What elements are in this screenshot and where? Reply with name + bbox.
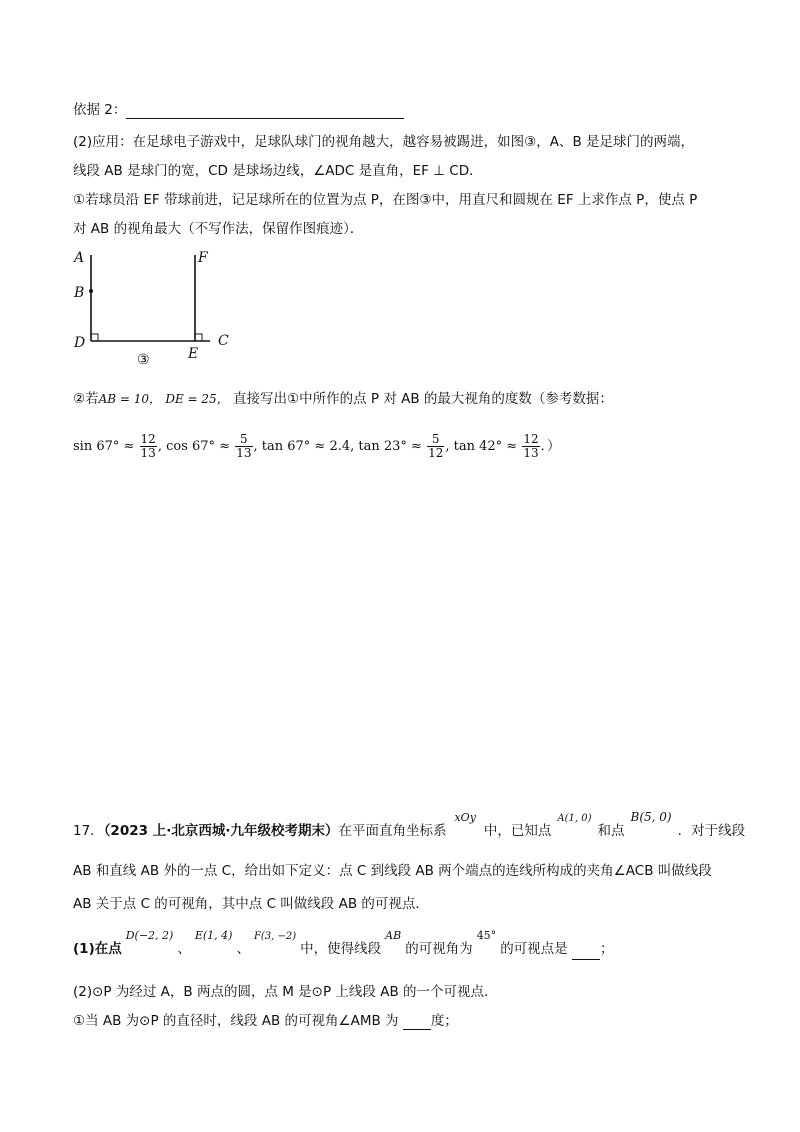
q17-part1-text-b: 中，使得线段: [300, 941, 382, 957]
point-B-dot: [89, 289, 93, 293]
q17-sep1: 、: [177, 941, 191, 957]
ref-sin67: sin 67° ≈: [73, 439, 135, 454]
frac-12-13-a: [140, 433, 157, 460]
figure-3-diagram: [68, 245, 248, 370]
frac3-num: 5: [427, 433, 444, 447]
q17-part1-text-a: (1)在点: [73, 941, 122, 957]
frac3-den: 12: [428, 446, 444, 460]
label-C: C: [218, 333, 229, 349]
q2-sub2-text-a: ②若: [73, 391, 99, 407]
q17-point-e: E(1, 4): [194, 929, 233, 942]
q17-part1-end: ；: [599, 941, 614, 957]
q17-point-d: D(−2, 2): [125, 929, 174, 942]
q17-part2-sub1-text-a: ①当 AB 为⊙P 的直径时，线段 AB 的可视角∠AMB 为: [73, 1013, 399, 1029]
right-angle-D: [91, 334, 98, 341]
right-angle-E: [195, 334, 202, 341]
frac-5-12: [427, 433, 444, 460]
q17-point-f: F(3, −2): [253, 931, 297, 942]
q17-part2-sub1-line: [73, 1012, 458, 1030]
q17-xoy: xOy: [454, 811, 476, 824]
q17-sep2: 、: [236, 941, 250, 957]
label-A: A: [74, 250, 85, 266]
label-D: D: [74, 335, 86, 351]
q17-text-4: ．对于线段: [677, 823, 746, 839]
label-B: B: [74, 285, 85, 301]
basis2-answer-blank[interactable]: [126, 104, 404, 119]
q2-sub1-line1: ①若球员沿 EF 带球前进，记足球所在的位置为点 P，在图③中，用直尺和圆规在 EF 上求作点 P，使点 P: [73, 192, 698, 208]
q17-line1: [73, 810, 746, 842]
q2-sub2-text-b: 直接写出①中所作的点 P 对 AB 的最大视角的度数（参考数据：: [233, 391, 613, 407]
q17-angle-45: 45°: [476, 929, 497, 942]
q2-sub2-line: [73, 390, 613, 408]
frac1-den: 13: [140, 446, 156, 460]
q17-text-2: 中，已知点: [483, 823, 552, 839]
basis2-label: 依据 2：: [73, 102, 127, 118]
q17-point-b: B(5, 0): [630, 810, 672, 824]
q17-part1-text-d: 的可视点是: [500, 941, 568, 957]
ref-tan42: , tan 42° ≈: [445, 439, 518, 454]
q17-text-3: 和点: [597, 823, 625, 839]
q2-sub1-line2: 对 AB 的视角最大（不写作法，保留作图痕迹）．: [73, 221, 364, 237]
q17-part2-sub1-text-b: 度；: [430, 1013, 458, 1029]
figure-caption: ③: [137, 352, 150, 368]
q17-line2: AB 和直线 AB 外的一点 C，给出如下定义：点 C 到线段 AB 两个端点的连线所构成的夹角∠ACB 叫做线段: [73, 863, 712, 879]
frac1-num: 12: [140, 432, 156, 446]
frac4-den: 13: [523, 446, 539, 460]
reference-data-line: [73, 432, 560, 462]
q17-part1-answer-blank[interactable]: [572, 945, 600, 960]
ref-cos67: , cos 67° ≈: [157, 439, 231, 454]
ref-tan67-tan23: , tan 67° ≈ 2.4, tan 23° ≈: [253, 439, 422, 454]
frac-12-13-b: [522, 433, 539, 460]
basis2-line: [73, 101, 404, 119]
q2-line2: 线段 AB 是球门的宽，CD 是球场边线，∠ADC 是直角，EF ⊥ CD．: [73, 163, 483, 179]
q17-part1-text-c: 的可视角为: [405, 941, 473, 957]
frac2-num: 5: [235, 433, 252, 447]
frac4-num: 12: [523, 432, 539, 446]
q17-part2-sub1-answer-blank[interactable]: [403, 1015, 431, 1030]
frac2-den: 13: [236, 446, 252, 460]
label-E: E: [188, 346, 199, 362]
question-number-17: 17．: [73, 823, 104, 839]
expr-ab-10: AB = 10，: [98, 392, 162, 406]
q17-part2-line: (2)⊙P 为经过 A，B 两点的圆，点 M 是⊙P 上线段 AB 的一个可视点．: [73, 984, 498, 1000]
q17-part1-line: [73, 929, 614, 960]
frac-5-13: [235, 433, 252, 460]
q17-line3: AB 关于点 C 的可视角，其中点 C 叫做线段 AB 的可视点．: [73, 896, 429, 912]
ref-end: ．）: [540, 439, 561, 454]
q2-line1: (2)应用：在足球电子游戏中，足球队球门的视角越大，越容易被踢进，如图③，A、B 是足球门的两端，: [73, 134, 695, 150]
expr-de-25: DE = 25，: [165, 392, 229, 406]
q17-point-a: A(1, 0): [557, 813, 592, 824]
q17-ab: AB: [385, 929, 402, 942]
label-F: F: [198, 250, 208, 266]
q17-source: （2023 上·北京西城·九年级校考期末）: [103, 823, 339, 839]
q17-text-1: 在平面直角坐标系: [338, 823, 447, 839]
